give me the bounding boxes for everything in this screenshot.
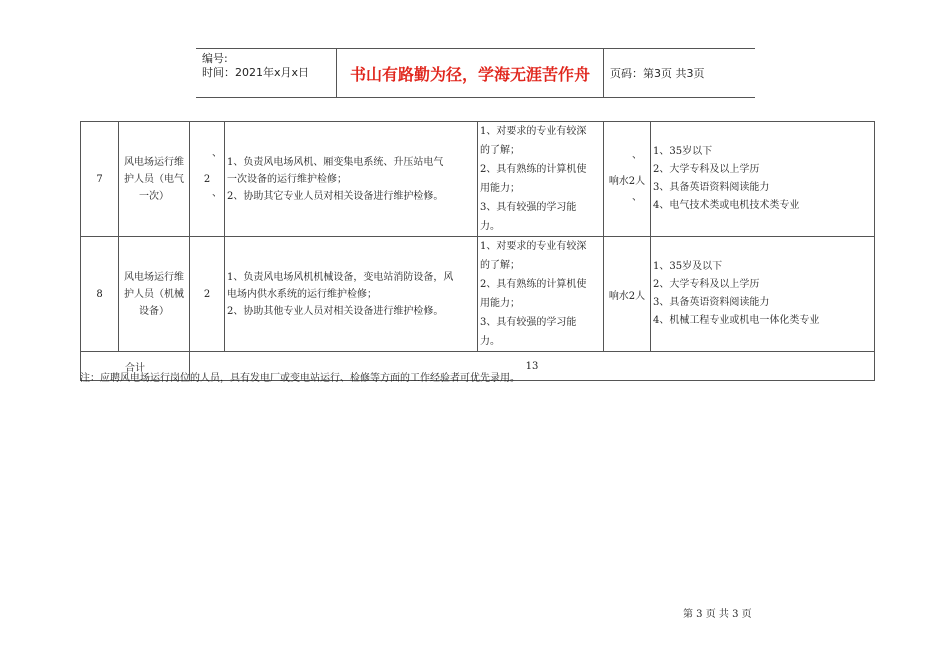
location-value: 响水2人 [608, 175, 646, 187]
conditions-cell [651, 122, 875, 237]
condition-line: 3、具备英语资料阅读能力 [653, 182, 770, 193]
requirement-line: 力。 [480, 221, 500, 232]
total-label: 合计 [81, 352, 190, 381]
condition-line: 4、机械工程专业或机电一体化类专业 [653, 315, 820, 326]
headcount-value: 2 [203, 288, 211, 300]
location-cell [604, 237, 651, 352]
duty-line: 2、协助其它专业人员对相关设备进行维护检修。 [227, 190, 444, 202]
table-row [81, 122, 875, 237]
requirement-line: 2、具有熟练的计算机使 [480, 279, 587, 290]
requirement-line: 2、具有熟练的计算机使 [480, 164, 587, 175]
document-number-label: 编号: [202, 52, 228, 65]
total-value: 13 [190, 352, 875, 381]
header-page-label: 页码：第3页 共3页 [610, 67, 705, 80]
position-line: 风电场运行维 [124, 271, 184, 283]
row-number: 8 [81, 237, 119, 352]
row-number: 7 [81, 122, 119, 237]
table-note: 注：应聘风电场运行岗位的人员，具有发电厂或变电站运行、检修等方面的工作经验者可优先录用。 [80, 373, 520, 384]
requirement-line: 的了解； [480, 260, 520, 271]
requirement-line: 的了解； [480, 145, 520, 156]
header-meta [196, 49, 337, 97]
condition-line: 1、35岁以下 [653, 146, 713, 157]
condition-line: 2、大学专科及以上学历 [653, 164, 760, 175]
condition-line: 2、大学专科及以上学历 [653, 279, 760, 290]
table-row [81, 237, 875, 352]
requirement-line: 用能力； [480, 183, 520, 194]
position-line: 风电场运行维 [124, 156, 184, 168]
position-line: 设备） [139, 305, 169, 317]
condition-line: 4、电气技术类或电机技术类专业 [653, 200, 800, 211]
duty-line: 1、负责风电场风机、厢变集电系统、升压站电气 [227, 156, 444, 168]
condition-line: 3、具备英语资料阅读能力 [653, 297, 770, 308]
recruitment-table [80, 121, 875, 381]
requirements-cell [478, 122, 604, 237]
position-line: 护人员（电气 [124, 173, 184, 185]
requirement-line: 力。 [480, 336, 500, 347]
duty-line: 电场内供水系统的运行维护检修； [227, 288, 377, 300]
location-value: 响水2人 [608, 290, 646, 302]
requirement-line: 1、对要求的专业有较深 [480, 126, 587, 137]
duties-cell [225, 122, 478, 237]
headcount-cell: 、 2 、 [190, 122, 225, 237]
location-cell: 、 响水2人 、 [604, 122, 651, 237]
position-line: 护人员（机械 [124, 288, 184, 300]
requirements-cell [478, 237, 604, 352]
position-cell [119, 122, 190, 237]
requirement-line: 3、具有较强的学习能 [480, 317, 577, 328]
headcount-value: 2 [203, 173, 211, 185]
position-cell [119, 237, 190, 352]
duty-line: 1、负责风电场风机机械设备，变电站消防设备，风 [227, 271, 454, 283]
duty-line: 一次设备的运行维护检修； [227, 173, 347, 185]
condition-line: 1、35岁及以下 [653, 261, 723, 272]
conditions-cell [651, 237, 875, 352]
header-motto: 书山有路勤为径，学海无涯苦作舟 [337, 49, 604, 97]
duty-line: 2、协助其他专业人员对相关设备进行维护检修。 [227, 305, 444, 317]
requirement-line: 用能力； [480, 298, 520, 309]
page-footer: 第 3 页 共 3 页 [683, 609, 752, 620]
requirement-line: 1、对要求的专业有较深 [480, 241, 587, 252]
document-time-label: 时间：2021年x月x日 [202, 66, 310, 79]
page-header [196, 48, 755, 98]
duties-cell [225, 237, 478, 352]
requirement-line: 3、具有较强的学习能 [480, 202, 577, 213]
headcount-cell [190, 237, 225, 352]
position-line: 一次） [139, 190, 169, 202]
